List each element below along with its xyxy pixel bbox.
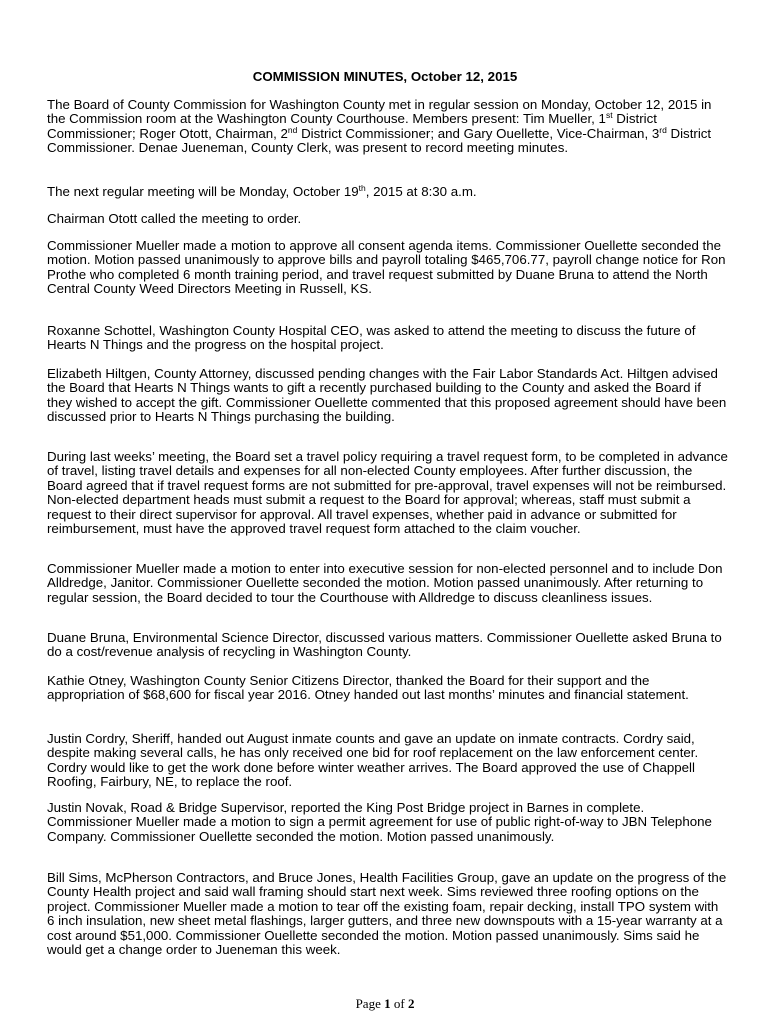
paragraph-consent-agenda: Commissioner Mueller made a motion to approve all consent agenda items. Commissioner Ouellette seconded the motion. Motion passed unanimously to approve bills and payroll totaling $465,706.77, payroll change notice for Ron Prothe who completed 6 month training period, and travel request submitted by Duane Bruna to attend the North Central County Weed Directors Meeting in Russell, KS. [47,238,726,297]
paragraph-travel-policy: During last weeks’ meeting, the Board set a travel policy requiring a travel request form, to be completed in advance of travel, listing travel details and expenses for all non-elected County employees. After further discussion, the Board agreed that if travel request forms are not submitted for pre-approval, travel expenses will not be reimbursed. Non-elected department heads must submit a request to the Board for approval; whereas, staff must submit a request to their direct supervisor for approval. All travel expenses, whether paid in advance or submitted for reimbursement, must have the approved travel request form attached to the claim voucher. [47,449,728,537]
page-footer: Page 1 of 2 [355,996,415,1011]
paragraph-environmental: Duane Bruna, Environmental Science Director, discussed various matters. Commissioner Ouellette asked Bruna to do a cost/revenue analysis of recycling in Washington County. [47,630,722,660]
paragraph-executive-session: Commissioner Mueller made a motion to enter into executive session for non-elected personnel and to include Don Alldredge, Janitor. Commissioner Ouellette seconded the motion. Motion passed unanimously. After returning to regular session, the Board decided to tour the Courthouse with Alldredge to discuss cleanliness issues. [47,561,723,605]
paragraph-call-to-order: Chairman Otott called the meeting to order. [47,211,302,226]
paragraph-senior-citizens: Kathie Otney, Washington County Senior Citizens Director, thanked the Board for their support and the appropriation of $68,600 for fiscal year 2016. Otney handed out last months’ minutes and financial statement. [47,673,689,703]
paragraph-county-attorney: Elizabeth Hiltgen, County Attorney, discussed pending changes with the Fair Labor Standards Act. Hiltgen advised the Board that Hearts N Things wants to gift a recently purchased building to the County and asked the Board if they wished to accept the gift. Commissioner Ouellette commented that this proposed agreement should have been discussed prior to Hearts N Things purchasing the building. [47,366,727,425]
paragraph-next-meeting: The next regular meeting will be Monday, October 19th, 2015 at 8:30 a.m. [47,183,477,199]
paragraph-hospital-ceo: Roxanne Schottel, Washington County Hospital CEO, was asked to attend the meeting to discuss the future of Hearts N Things and the progress on the hospital project. [47,323,696,353]
paragraph-sheriff: Justin Cordry, Sheriff, handed out August inmate counts and gave an update on inmate contracts. Cordry said, despite making several calls, he has only received one bid for roof replacement on the law enforcement center. Cordry would like to get the work done before winter weather arrives. The Board approved the use of Chappell Roofing, Fairbury, NE, to replace the roof. [47,731,699,790]
paragraph-road-bridge: Justin Novak, Road & Bridge Supervisor, reported the King Post Bridge project in Barnes in complete. Commissioner Mueller made a motion to sign a permit agreement for use of public right-of-way to JBN Telephone Company. Commissioner Ouellette seconded the motion. Motion passed unanimously. [47,800,712,844]
paragraph-health-project: Bill Sims, McPherson Contractors, and Bruce Jones, Health Facilities Group, gave an update on the progress of the County Health project and said wall framing should start next week. Sims reviewed three roofing options on the project. Commissioner Mueller made a motion to tear off the existing foam, repair decking, install TPO system with 6 inch insulation, new sheet metal flashings, larger gutters, and three new downspouts with a 15-year warranty at a cost around $51,000. Commissioner Ouellette seconded the motion. Motion passed unanimously. Sims said he would get a change order to Jueneman this week. [47,870,727,958]
page-title: COMMISSION MINUTES, October 12, 2015 [252,69,518,84]
paragraph-attendance: The Board of County Commission for Washington County met in regular session on Monday, October 12, 2015 in the Commission room at the Washington County Courthouse. Members present: Tim Mueller, 1st District Commissioner; Roger Otott, Chairman, 2nd District Commissioner; and Gary Ouellette, Vice-Chairman, 3rd District Commissioner. Denae Jueneman, County Clerk, was present to record meeting minutes. [47,97,712,156]
